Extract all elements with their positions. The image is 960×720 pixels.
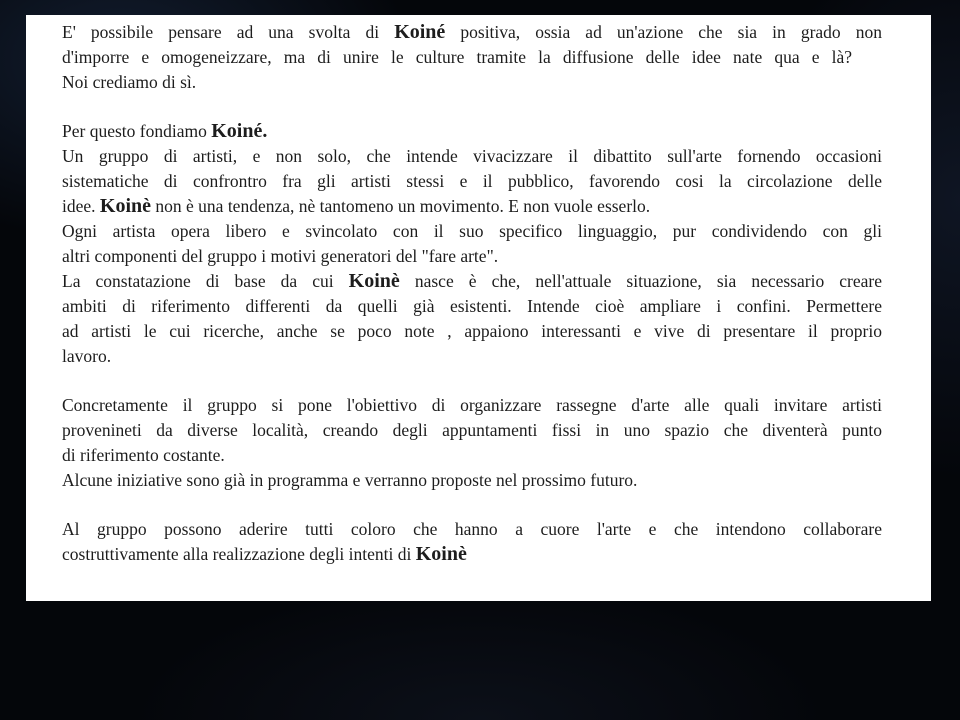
text-line [62, 319, 882, 344]
text-line [62, 45, 852, 70]
text-line [62, 344, 882, 369]
text-segment: Alcune iniziative sono già in programma e verranno proposte nel prossimo futuro. [62, 470, 638, 490]
text-segment: Per questo fondiamo [62, 121, 212, 141]
text-segment: sistematiche di confrontro fra gli artisti stessi e il pubblico, favorendo cosi la circolazione delle [62, 171, 882, 191]
text-line [62, 269, 882, 294]
text-segment: altri componenti del gruppo i motivi generatori del "fare arte". [62, 246, 499, 266]
text-segment: positiva, ossia ad un'azione che sia in grado non [445, 22, 882, 42]
brand-name: Koinè [415, 543, 467, 565]
paragraph-intro [62, 20, 882, 95]
text-line [62, 70, 882, 95]
brand-name: Koinè [99, 195, 152, 217]
text-line [62, 517, 882, 542]
text-line [62, 294, 882, 319]
text-segment: lavoro. [62, 346, 112, 366]
paragraph-foundation [62, 119, 882, 369]
text-line [62, 244, 882, 269]
paragraph-objectives [62, 393, 882, 493]
brand-name: Koiné. [211, 120, 268, 142]
text-segment: Un gruppo di artisti, e non solo, che intende vivacizzare il dibattito sull'arte fornendo occasioni [62, 146, 882, 166]
text-segment: ad artisti le cui ricerche, anche se poco note , appaiono interessanti e vive di presentare il proprio [62, 321, 882, 341]
text-line [62, 468, 882, 493]
text-segment: La constatazione di base da cui [62, 271, 349, 291]
text-segment: ambiti di riferimento differenti da quelli già esistenti. Intende cioè ampliare i confini. Permettere [62, 296, 882, 316]
text-segment: provenineti da diverse località, creando degli appuntamenti fissi in uno spazio che diventerà punto [62, 420, 882, 440]
text-line [62, 219, 882, 244]
text-segment: Ogni artista opera libero e svincolato con il suo specifico linguaggio, pur condividendo con gli [62, 221, 882, 241]
text-line [62, 194, 882, 219]
brand-name: Koiné [394, 21, 446, 43]
text-line [62, 443, 882, 468]
text-segment: non è una tendenza, nè tantomeno un movimento. E non vuole esserlo. [151, 196, 651, 216]
text-line [62, 542, 882, 567]
text-segment: Al gruppo possono aderire tutti coloro che hanno a cuore l'arte e che intendono collaborare [62, 519, 882, 539]
text-line [62, 169, 882, 194]
text-segment: costruttivamente alla realizzazione degli intenti di [62, 544, 416, 564]
text-segment: E' possibile pensare ad una svolta di [62, 22, 395, 42]
scanned-page [26, 15, 931, 601]
text-segment: idee. [62, 196, 100, 216]
text-segment: Noi crediamo di sì. [62, 72, 197, 92]
text-segment: di riferimento costante. [62, 445, 225, 465]
text-line [62, 418, 882, 443]
text-line [62, 119, 882, 144]
brand-name: Koinè [348, 270, 400, 292]
text-line [62, 393, 882, 418]
text-segment: nasce è che, nell'attuale situazione, sia necessario creare [399, 271, 882, 291]
text-segment: Concretamente il gruppo si pone l'obiettivo di organizzare rassegne d'arte alle quali invitare artisti [62, 395, 882, 415]
text-line [62, 144, 882, 169]
text-segment: d'imporre e omogeneizzare, ma di unire le culture tramite la diffusione delle idee nate qua e là? [62, 47, 852, 67]
paragraph-membership [62, 517, 882, 567]
text-line [62, 20, 882, 45]
